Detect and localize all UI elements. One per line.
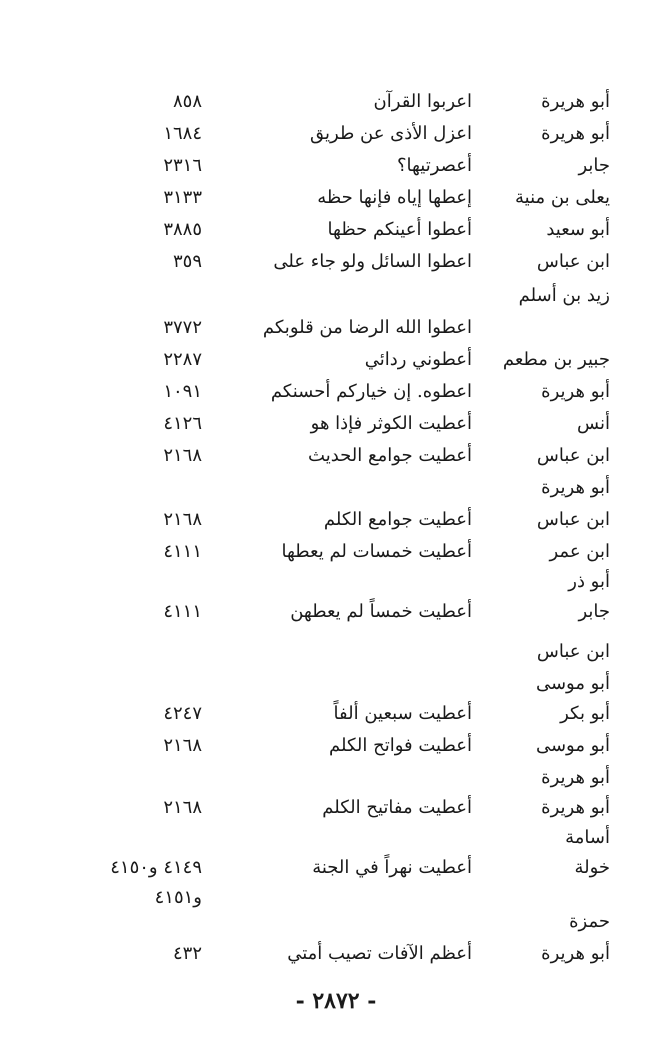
narrator-name: أبو سعيد [546, 219, 610, 240]
hadith-reference: ٢١٦٨ [163, 509, 202, 530]
hadith-reference: ٢١٦٨ [163, 445, 202, 466]
index-row [0, 792, 672, 824]
index-row [0, 596, 672, 628]
hadith-text: أعصرتيها؟ [396, 155, 472, 176]
hadith-text: أعظم الآفات تصيب أمتي [287, 943, 472, 964]
index-row [0, 246, 672, 278]
narrator-name: أسامة [565, 827, 610, 848]
narrator-name: ابن عباس [536, 509, 610, 530]
hadith-reference: ٢١٦٨ [163, 797, 202, 818]
hadith-text: اعطوا السائل ولو جاء على [273, 251, 472, 272]
index-row [0, 566, 672, 598]
hadith-reference: ٤١٤٩ و٤١٥٠ [110, 857, 202, 878]
index-row [0, 730, 672, 762]
narrator-name: ابن عمر [549, 541, 610, 562]
index-row [0, 762, 672, 794]
index-row [0, 214, 672, 246]
index-row [0, 906, 672, 938]
hadith-text: أعطيت نهراً في الجنة [312, 857, 472, 878]
hadith-reference: ٣١٣٣ [163, 187, 202, 208]
hadith-text: أعطيت الكوثر فإذا هو [310, 413, 472, 434]
page-number: - ٢٨٧٢ - [295, 988, 377, 1014]
hadith-text: إعطها إياه فإنها حظه [317, 187, 472, 208]
index-row [0, 636, 672, 668]
hadith-reference: ٤١١١ [163, 541, 202, 562]
narrator-name: أنس [577, 413, 610, 434]
index-row [0, 472, 672, 504]
hadith-reference: و٤١٥١ [154, 887, 202, 908]
hadith-text: اعطوه. إن خياركم أحسنكم [270, 381, 472, 402]
hadith-text: أعطيت سبعين ألفاً [333, 703, 472, 724]
narrator-name: جبير بن مطعم [502, 349, 610, 370]
hadith-text: اعربوا القرآن [373, 91, 472, 112]
index-row [0, 504, 672, 536]
narrator-name: أبو هريرة [541, 477, 610, 498]
hadith-text: أعطيت فواتح الكلم [329, 735, 472, 756]
index-row [0, 698, 672, 730]
narrator-name: أبو ذر [568, 571, 610, 592]
hadith-text: أعطوني ردائي [364, 349, 472, 370]
hadith-text: أعطيت خمساً لم يعطهن [290, 601, 472, 622]
narrator-name: أبو هريرة [541, 91, 610, 112]
hadith-reference: ٣٧٧٢ [163, 317, 202, 338]
index-row [0, 408, 672, 440]
hadith-text: اعزل الأذى عن طريق [309, 123, 472, 144]
narrator-name: جابر [578, 155, 610, 176]
hadith-text: أعطوا أعينكم حظها [327, 219, 472, 240]
hadith-text: أعطيت جوامع الكلم [323, 509, 472, 530]
narrator-name: يعلى بن منية [515, 187, 610, 208]
index-row [0, 182, 672, 214]
index-row [0, 344, 672, 376]
narrator-name: جابر [578, 601, 610, 622]
narrator-name: حمزة [569, 911, 610, 932]
hadith-text: أعطيت مفاتيح الكلم [322, 797, 472, 818]
index-row [0, 118, 672, 150]
narrator-name: أبو هريرة [541, 123, 610, 144]
hadith-reference: ١٠٩١ [163, 381, 202, 402]
hadith-reference: ٨٥٨ [172, 91, 202, 112]
index-row [0, 280, 672, 312]
hadith-reference: ٣٥٩ [172, 251, 202, 272]
narrator-name: أبو موسى [535, 735, 610, 756]
hadith-reference: ٤٢٤٧ [163, 703, 202, 724]
hadith-reference: ٤١٢٦ [163, 413, 202, 434]
narrator-name: أبو موسى [535, 673, 610, 694]
hadith-reference: ١٦٨٤ [163, 123, 202, 144]
narrator-name: خولة [574, 857, 610, 878]
index-row [0, 86, 672, 118]
index-row [0, 536, 672, 568]
index-row [0, 668, 672, 700]
hadith-reference: ٢٢٨٧ [163, 349, 202, 370]
hadith-text: أعطيت جوامع الحديث [308, 445, 472, 466]
narrator-name: ابن عباس [536, 251, 610, 272]
hadith-reference: ٢٣١٦ [163, 155, 202, 176]
index-row [0, 852, 672, 884]
hadith-reference: ٤٣٢ [172, 943, 202, 964]
hadith-text: اعطوا الله الرضا من قلوبكم [262, 317, 472, 338]
hadith-reference: ٤١١١ [163, 601, 202, 622]
narrator-name: أبو هريرة [541, 767, 610, 788]
narrator-name: أبو هريرة [541, 797, 610, 818]
index-row [0, 822, 672, 854]
narrator-name: ابن عباس [536, 445, 610, 466]
index-row [0, 440, 672, 472]
index-row [0, 312, 672, 344]
index-row [0, 938, 672, 970]
index-row [0, 150, 672, 182]
narrator-name: ابن عباس [536, 641, 610, 662]
narrator-name: زيد بن أسلم [518, 285, 610, 306]
narrator-name: أبو هريرة [541, 943, 610, 964]
hadith-reference: ٣٨٨٥ [163, 219, 202, 240]
narrator-name: أبو بكر [560, 703, 610, 724]
hadith-reference: ٢١٦٨ [163, 735, 202, 756]
hadith-text: أعطيت خمسات لم يعطها [281, 541, 472, 562]
narrator-name: أبو هريرة [541, 381, 610, 402]
index-row [0, 376, 672, 408]
